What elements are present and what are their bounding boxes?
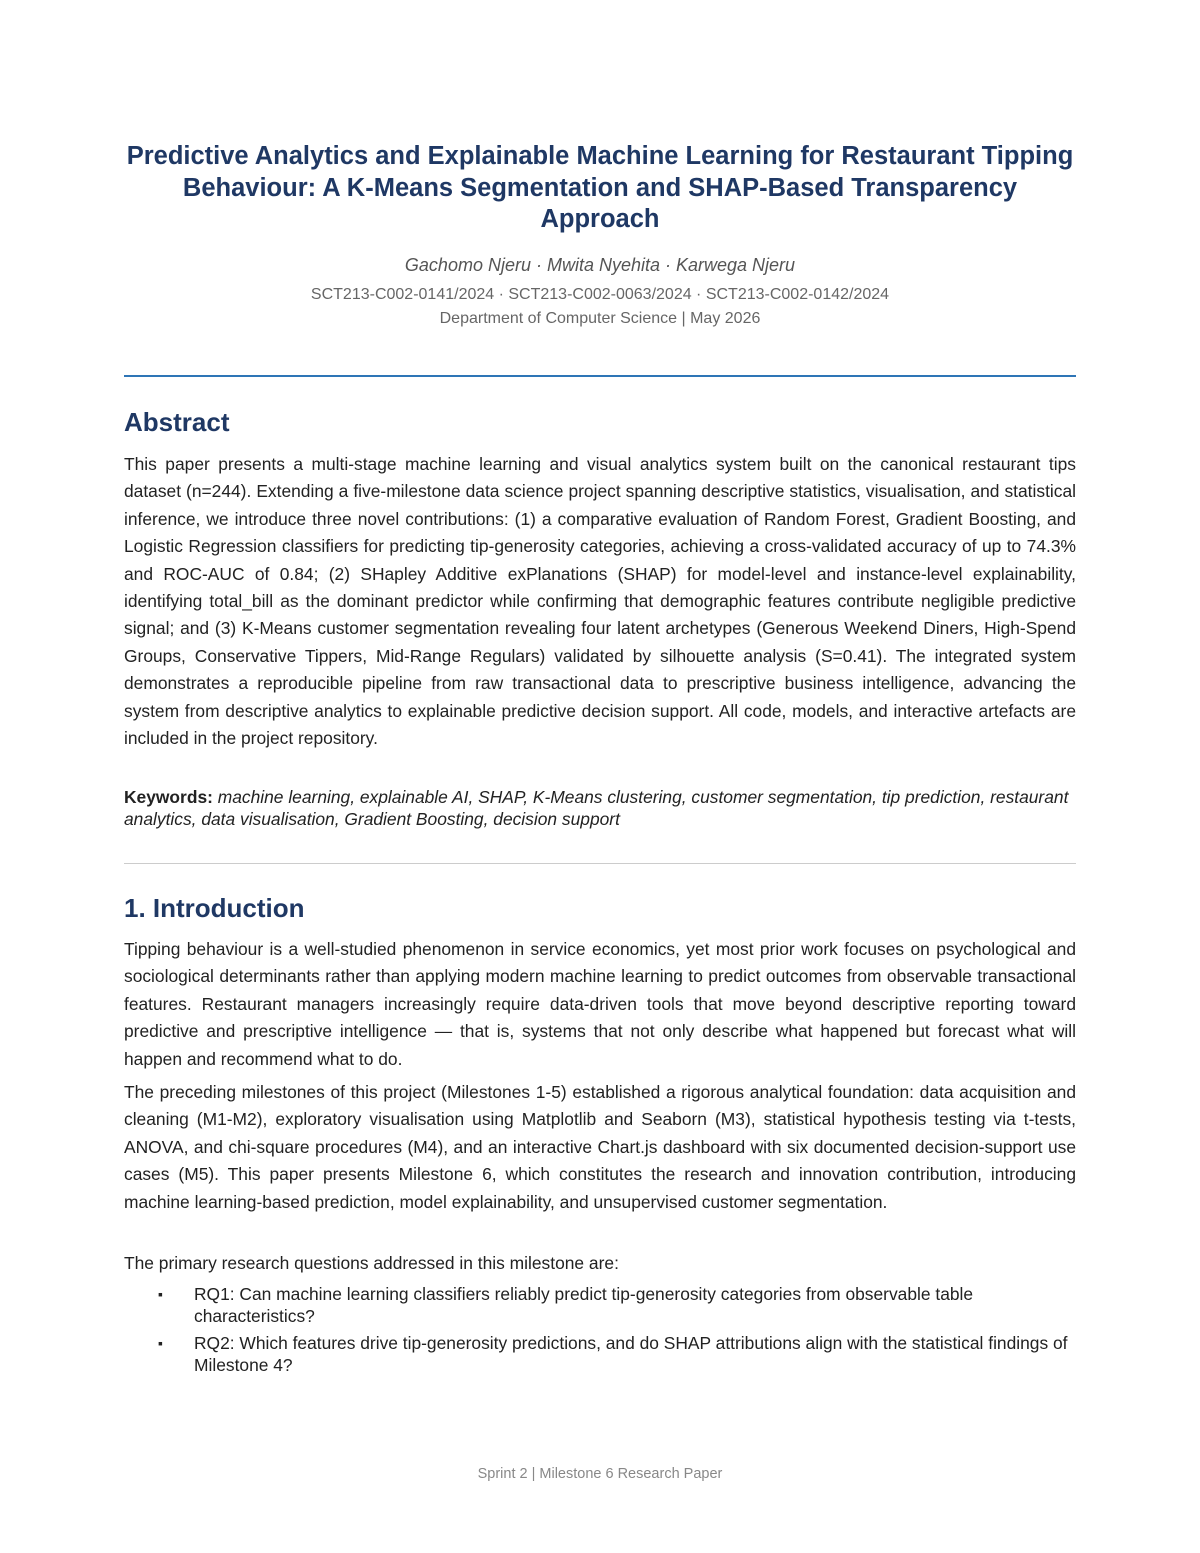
author-list: Gachomo Njeru · Mwita Nyehita · Karwega Njeru <box>404 255 796 275</box>
keywords-label: Keywords: <box>124 787 213 807</box>
introduction-paragraph-1: Tipping behaviour is a well-studied phenomenon in service economics, yet most prior work focuses on psychological and sociological determinants rather than applying modern machine learning to predict outcomes from observable transactional features. Restaurant managers increasingly require data-driven tools that move beyond descriptive reporting toward predictive and prescriptive intelligence — that is, systems that not only describe what happened but forecast what will happen and recommend what to do. <box>124 939 1076 1069</box>
list-item <box>124 1283 1076 1327</box>
keywords-list: machine learning, explainable AI, SHAP, K-Means clustering, customer segmentation, tip prediction, restaurant analytics, data visualisation, Gradient Boosting, decision support <box>124 787 1069 829</box>
introduction-paragraph-2: The preceding milestones of this project (Milestones 1-5) established a rigorous analytical foundation: data acquisition and cleaning (M1-M2), exploratory visualisation using Matplotlib and Seaborn (M3), statistical hypothesis testing via t-tests, ANOVA, and chi-square procedures (M4), and an interactive Chart.js dashboard with six documented decision-support use cases (M5). This paper presents Milestone 6, which constitutes the research and innovation contribution, introducing machine learning-based prediction, model explainability, and unsupervised customer segmentation. <box>124 1082 1076 1212</box>
research-question-1: RQ1: Can machine learning classifiers reliably predict tip-generosity categories from observable table characteristics? <box>194 1284 974 1326</box>
section-divider <box>124 863 1076 864</box>
abstract-text: This paper presents a multi-stage machine learning and visual analytics system built on the canonical restaurant tips dataset (n=244). Extending a five-milestone data science project spanning descriptive statistics, visualisation, and statistical inference, we introduce three novel contributions: (1) a comparative evaluation of Random Forest, Gradient Boosting, and Logistic Regression classifiers for predicting tip-generosity categories, achieving a cross-validated accuracy of up to 74.3% and ROC-AUC of 0.84; (2) SHapley Additive exPlanations (SHAP) for model-level and instance-level explainability, identifying total_bill as the dominant predictor while confirming that demographic features contribute negligible predictive signal; and (3) K-Means customer segmentation revealing four latent archetypes (Generous Weekend Diners, High-Spend Groups, Conservative Tippers, Mid-Range Regulars) validated by silhouette analysis (S=0.41). The integrated system demonstrates a reproducible pipeline from raw transactional data to prescriptive business intelligence, advancing the system from descriptive analytics to explainable predictive decision support. All code, models, and interactive artefacts are included in the project repository. <box>124 454 1076 749</box>
page-footer: Sprint 2 | Milestone 6 Research Paper <box>477 1466 723 1482</box>
research-questions-list <box>124 1283 1076 1381</box>
introduction-paragraph-3: The primary research questions addressed in this milestone are: <box>124 1253 619 1273</box>
paper-title: Predictive Analytics and Explainable Machine Learning for Restaurant Tipping Behaviour: A K-Means Segmentation and SHAP-Based Transparency Approach <box>126 142 1074 233</box>
introduction-heading: 1. Introduction <box>124 893 305 923</box>
abstract-heading: Abstract <box>124 407 230 437</box>
bullet-icon: ▪ <box>158 1335 163 1351</box>
affiliation-date: Department of Computer Science | May 2026 <box>439 310 761 327</box>
student-ids: SCT213-C002-0141/2024 · SCT213-C002-0063/2024 · SCT213-C002-0142/2024 <box>310 286 890 303</box>
keywords <box>124 786 1076 830</box>
title-divider <box>124 375 1076 377</box>
list-item <box>124 1332 1076 1376</box>
research-question-2: RQ2: Which features drive tip-generosity predictions, and do SHAP attributions align with the statistical findings of Milestone 4? <box>194 1333 1068 1375</box>
bullet-icon: ▪ <box>158 1286 163 1302</box>
